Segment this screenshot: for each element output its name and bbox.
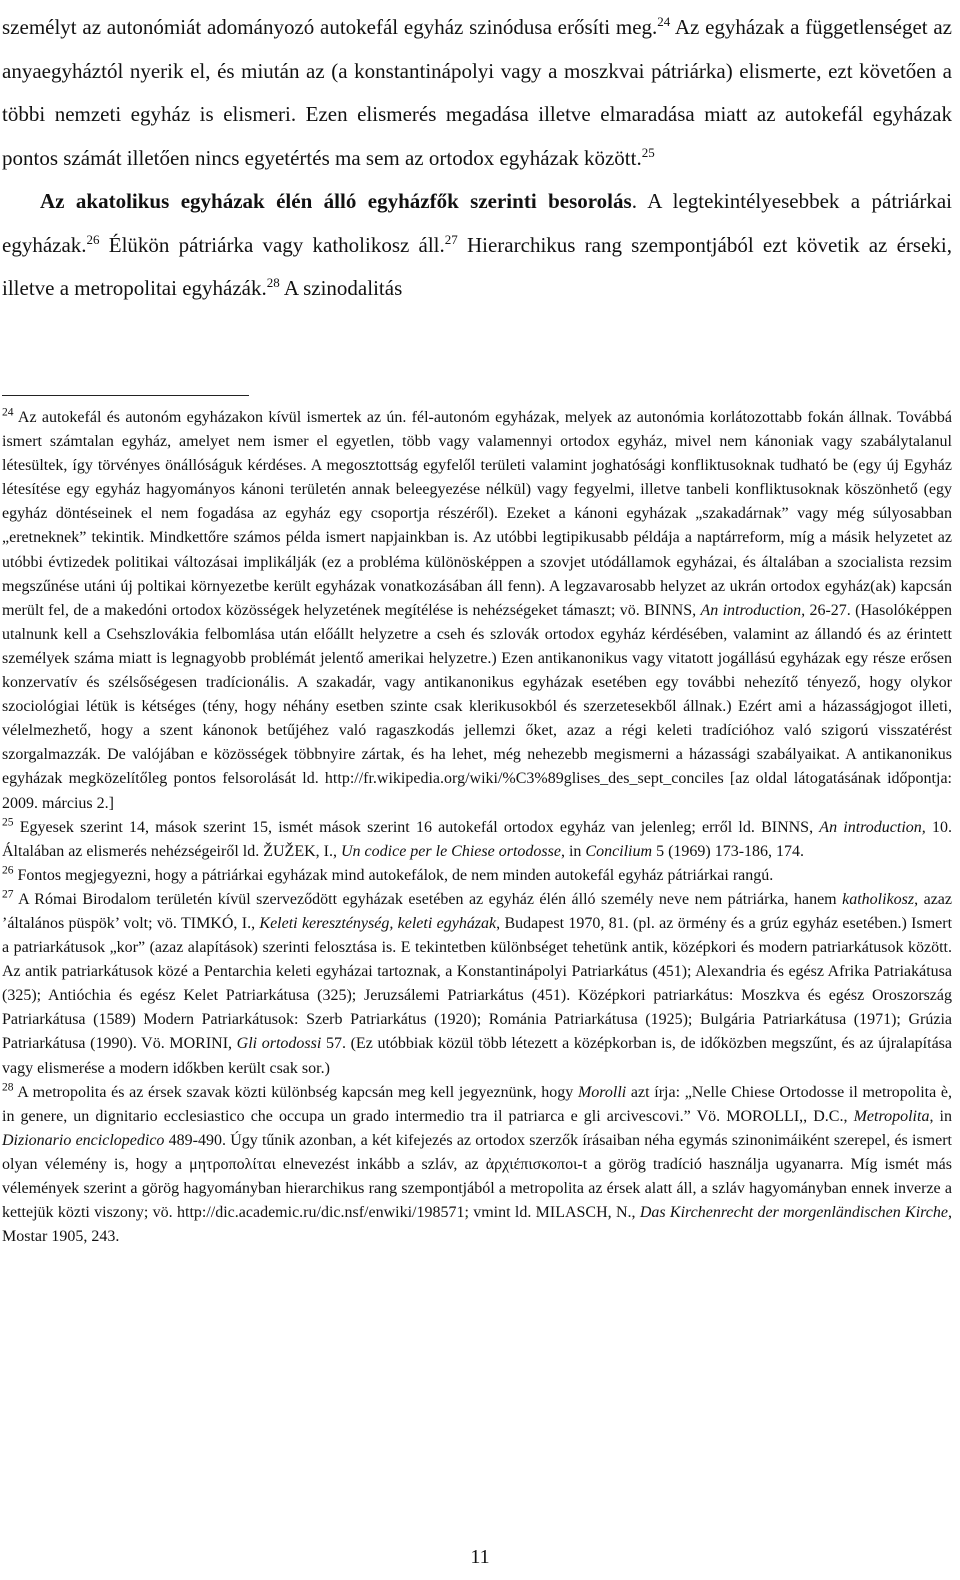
footnotes — [2, 406, 952, 1249]
author-name: M — [726, 1107, 741, 1125]
text-run: azt írja: „Nelle Chiese Ortodosse il metropolita è, in genere, un dignitario ecclesiastico che occupa un grado intermedio tra il patriarca e gli arcivescovi.” Vö. — [2, 1083, 953, 1125]
text-run: 10. Általában az elismerés nehézségeiről ld. — [2, 818, 953, 860]
paragraph-1 — [2, 6, 952, 180]
main-text — [2, 6, 952, 311]
text-run: A Római Birodalom területén kívül szerveződött egyházak esetében az egyház élén álló személy neve nem pátriárka, hanem — [13, 890, 843, 908]
text-run: A szinodalitás — [279, 276, 403, 300]
author-name: Ž — [263, 842, 273, 860]
text-run: , azaz ’általános püspök’ volt; vö. — [2, 890, 953, 932]
text-run: A metropolita és az érsek szavak közti különbség kapcsán meg kell jegyeznünk, hogy — [13, 1083, 578, 1101]
section-heading-inline: Az akatolikus egyházak élén álló egyházfők szerinti besorolás — [40, 189, 632, 213]
author-name: B — [761, 818, 772, 836]
text-run: , Budapest 1970, 81. (pl. az örmény és a grúz egyház esetében.) Ismert a patriarkátusok „kor” (azaz alapítások) szerinti felosztása is. E tekintetben különbséget tehetünk antik, középkori és modern patriarkátusok között. Az antik patriarkátusok közé a Pentarchia keleti egyházai tartoznak, a Konstantinápolyi Patriarkátus (451); Alexandria és egész Afrika Patriakátusa (325); Antióchia és egész Kelet Patriarkátusa (325); Jeruzsálemi Patriarkátus (451). Középkori patriarkátus: Moszkva és egész Oroszország Patriarkátusa (1589) Modern Patriarkátusok: Szerb Patriarkátus (1920); Románia Patriarkátusa (1925); Bulgária Patriarkátusa (1971); Grúzia Patriarkátusa (1990). Vö. — [2, 914, 953, 1053]
greek-term: μητροπολίται — [189, 1155, 276, 1173]
text-run: ,, D.C., — [799, 1107, 854, 1125]
text-run: , N., — [607, 1204, 640, 1222]
book-title: Gli ortodossi — [236, 1035, 322, 1053]
text-run: Fontos megjegyezni, hogy a pátriárkai egyházak mind autokefálok, de nem minden autokefál egyház pátriárkai rangú. — [13, 866, 774, 884]
paragraph-2 — [2, 180, 952, 311]
footnote-number: 24 — [2, 406, 14, 419]
author-name: T — [180, 914, 191, 932]
author-name-smallcaps: OROLLI — [740, 1107, 800, 1125]
journal-title: Concilium — [585, 842, 653, 860]
text-run: , in — [929, 1107, 952, 1125]
text-run: , Mostar 1905, 243. — [2, 1204, 952, 1246]
author-italic: Morolli — [577, 1083, 627, 1101]
author-name-smallcaps: ORINI — [183, 1035, 229, 1053]
text-run: Az autokefál és autonóm egyházakon kívül ismertek az ún. fél-autonóm egyházak, melyek az autonómia korlátozottabb fokán állnak. Továbbá ismert számtalan egyház, amelyet nem ismer el egyetlen, több vagy valamennyi ortodox egyház, mivel nem kánoniak vagy szabálytalanul létesültek, így törvényes önállóságuk kérdéses. A megosztottság egyfelől területi valamint joghatósági konfliktusoknak tudható be (egy új Egyház létesítése egy egyház hagyományos kánoni területén annak beleegyezése nélkül) vagy fegyelmi, illetve tanbeli konfliktusoknak köszönhető (egy egyház döntéseinek el nem fogadása az egyház egy csoportja részéről). Ezeket a kánoni egyházak „szakadárnak” vagy még súlyosabban „eretneknek” tekintik. Mindkettőre számos példa ismert napjainkban is. Az utóbbi legtipikusabb példája a naptárreform, míg a másik helyzetet az utóbbi évtizedek politikai változásai implikálják (ez a probléma különösképpen a szovjet utódállamok egyházai, és általában a szocialista rezsim megszűnése utáni új poltikai környezetbe került egyházak vonatkozásában áll fenn). A legzavarosabb helyzet az ukrán ortodox egyház(ak) kapcsán merült fel, de a makedóni ortodox közösségek helyzetének megítélése is nehézségeket támaszt; vö. — [2, 409, 952, 619]
text-run: , — [809, 818, 820, 836]
book-title: Dizionario enciclopedico — [2, 1131, 165, 1149]
author-name-smallcaps: INNS — [654, 601, 693, 619]
text-run: Egyesek szerint 14, mások szerint 15, ismét mások szerint 16 autokefál ortodox egyház van jelenleg; erről ld. — [13, 818, 762, 836]
text-run: -t a görög tradíció használja ugyanarra. Míg ismét más vélemények szerint a görög hagyományban hierarchikus rang szempontjából a metropolita az érsek alatt áll, a szláv hagyományban ennek inverze a kettejük közti viszony; vö. http://dic.academic.ru/dic.nsf/enwiki/198571; vmint ld. — [2, 1155, 953, 1222]
footnote-ref-27[interactable]: 27 — [444, 231, 458, 247]
text-run: 5 (1969) 173-186, 174. — [652, 842, 805, 860]
author-name-smallcaps: ILASCH — [549, 1204, 608, 1222]
footnote-number: 25 — [2, 816, 14, 829]
footnote-number: 27 — [2, 888, 14, 901]
author-name: B — [644, 601, 655, 619]
footnote-separator — [2, 395, 249, 396]
author-name: M — [535, 1204, 550, 1222]
author-name-smallcaps: IMKÓ — [190, 914, 234, 932]
footnote-number: 26 — [2, 864, 14, 877]
book-title: Das Kirchenrecht der morgenländischen Kirche — [639, 1204, 948, 1222]
greek-term: ἀρχιέπισκοποι — [485, 1155, 578, 1173]
book-title: An introduction, — [819, 818, 926, 836]
text-run: . A legtekintélyesebbek a pátriárkai egyházak. — [2, 189, 952, 257]
text-run: elnevezést inkább a szláv, az — [275, 1155, 486, 1173]
text-run: 57. (Ez utóbbiak közül több létezett a középkorban is, de időközben megszűnt, és az újralapítása vagy elismerése a modern időkben került csak sor.) — [2, 1035, 953, 1077]
text-run: Hierarchikus rang szempontjából ezt követik az érseki, illetve a metropolitai egyházák. — [2, 232, 952, 300]
text-run: személyt az autonómiát adományozó autokefál egyház szinódusa erősíti meg. — [2, 15, 658, 39]
author-name: M — [169, 1035, 184, 1053]
footnote-27 — [2, 888, 952, 1081]
text-run: , I., — [233, 914, 260, 932]
footnote-number: 28 — [2, 1081, 14, 1094]
footnote-24 — [2, 406, 952, 816]
book-title: An introduction, — [700, 601, 806, 619]
footnote-ref-24[interactable]: 24 — [657, 14, 671, 29]
author-name-smallcaps: UŽEK — [273, 842, 316, 860]
article-title: Metropolita — [853, 1107, 930, 1125]
footnote-26 — [2, 864, 952, 888]
article-title: Un codice per le Chiese ortodosse — [340, 842, 561, 860]
footnote-28 — [2, 1081, 952, 1250]
text-run: 489-490. Úgy tűnik azonban, a két kifejezés az ortodox szerzők írásaiban néha egymás szinonimáiként szerepel, és ismert olyan vélemény is, hogy a — [2, 1131, 952, 1173]
footnote-ref-25[interactable]: 25 — [641, 144, 655, 160]
text-run: , — [692, 601, 701, 619]
text-run: Élükön pátriárka vagy katholikosz áll. — [99, 232, 445, 257]
book-title: Keleti kereszténység, keleti egyházak — [259, 914, 497, 932]
text-run: Az egyházak a függetlenséget az anyaegyháztól nyerik el, és miután az (a konstantinápolyi vagy a moszkvai pátriárka) elismerte, ezt követően a többi nemzeti egyház is elismeri. Ezen elismerés megadása illetve elmaradása miatt az autokefál egyházak pontos számát illetően nincs egyetértés ma sem az ortodox egyházak között. — [2, 15, 952, 170]
text-run: , I., — [315, 842, 341, 860]
footnote-ref-26[interactable]: 26 — [86, 231, 100, 247]
footnote-25 — [2, 816, 952, 864]
italic-term: katholikosz — [842, 890, 915, 908]
text-run: , — [228, 1035, 237, 1053]
page-number: 11 — [470, 1546, 490, 1568]
text-run: , in — [560, 842, 586, 860]
footnote-ref-28[interactable]: 28 — [266, 275, 280, 290]
author-name-smallcaps: INNS — [771, 818, 810, 836]
text-run: 26-27. (Hasolóképpen utalnunk kell a Csehszlovákia felbomlása után előállt helyzetre a cseh és szlovák ortodox egyház kérdésében, valamint az állandó és az érintett személyek száma miatt is legnagyobb problémát jelentő amerikai helyzetre.) Ezen antikanonikus vagy vitatott jogállású egyházak egy része erősen konzervatív és szélsőségesen tradícionális. A szakadár, vagy antikanonikus egyházak esetében egy további nehezítő tényező, hogy olykor szociológiai létük is kétséges (tény, hogy néhány esetben szinte csak klerikusokból és szerzetesekből állnak.) Ezért ami a házasságjogot illeti, vélelmezhető, hogy a szent kánonok betűjéhez való ragaszkodás jellemzi őket, azaz a régi keleti tradícióhoz való szigorú visszatérést szorgalmazzák. De valójában e közösségek többnyire zártak, és ha lehet, még nehezebb megismerni a házassági szabályaikat. A antikanonikus egyházak megközelítőleg pontos felsorolását ld. http://fr.wikipedia.org/wiki/%C3%89glises_des_sept_conciles [az oldal látogatásának időpontja: 2009. március 2.] — [2, 601, 953, 812]
